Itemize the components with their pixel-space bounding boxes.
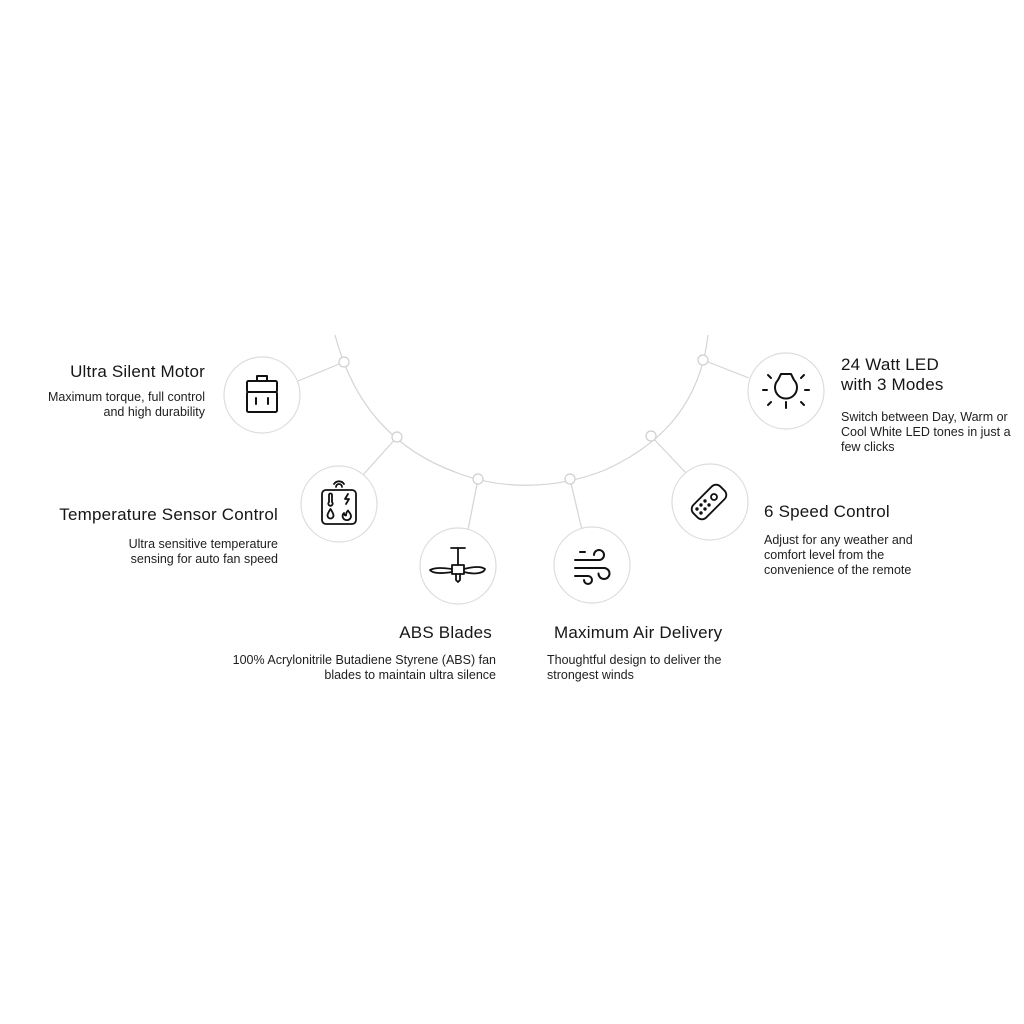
node-led: [698, 355, 708, 365]
air-description: Thoughtful design to deliver the strongest winds: [547, 653, 722, 682]
led-title-line1: 24 Watt LED: [841, 355, 939, 374]
icon-circle-motor: [224, 357, 300, 433]
speed-title: 6 Speed Control: [764, 502, 890, 521]
connector-led: [703, 360, 749, 378]
speed-description: Adjust for any weather and comfort level from the convenience of the remote: [764, 533, 913, 577]
icon-circle-speed: [672, 464, 748, 540]
sensor-title: Temperature Sensor Control: [59, 505, 278, 524]
motor-description: Maximum torque, full control and high durability: [47, 390, 205, 419]
sensor-description: Ultra sensitive temperature sensing for auto fan speed: [128, 537, 278, 566]
node-blades: [473, 474, 483, 484]
icon-circle-led: [748, 353, 824, 429]
motor-title: Ultra Silent Motor: [70, 362, 205, 381]
connector-blades: [468, 479, 478, 530]
node-sensor: [392, 432, 402, 442]
led-description: Switch between Day, Warm or Cool White LED tones in just a few clicks: [841, 410, 1011, 454]
connector-air: [570, 479, 582, 530]
blades-description: 100% Acrylonitrile Butadiene Styrene (ABS) fan blades to maintain ultra silence: [232, 653, 496, 682]
connector-arc: [335, 335, 708, 485]
icon-circle-air: [554, 527, 630, 603]
icon-circle-sensor: [301, 466, 377, 542]
connector-motor: [298, 362, 344, 381]
blades-title: ABS Blades: [399, 623, 492, 642]
node-air: [565, 474, 575, 484]
node-motor: [339, 357, 349, 367]
led-title-line2: with 3 Modes: [841, 375, 944, 394]
connector-speed: [651, 436, 686, 473]
air-title: Maximum Air Delivery: [554, 623, 723, 642]
icon-circle-blades: [420, 528, 496, 604]
connector-sensor: [363, 437, 397, 475]
node-speed: [646, 431, 656, 441]
